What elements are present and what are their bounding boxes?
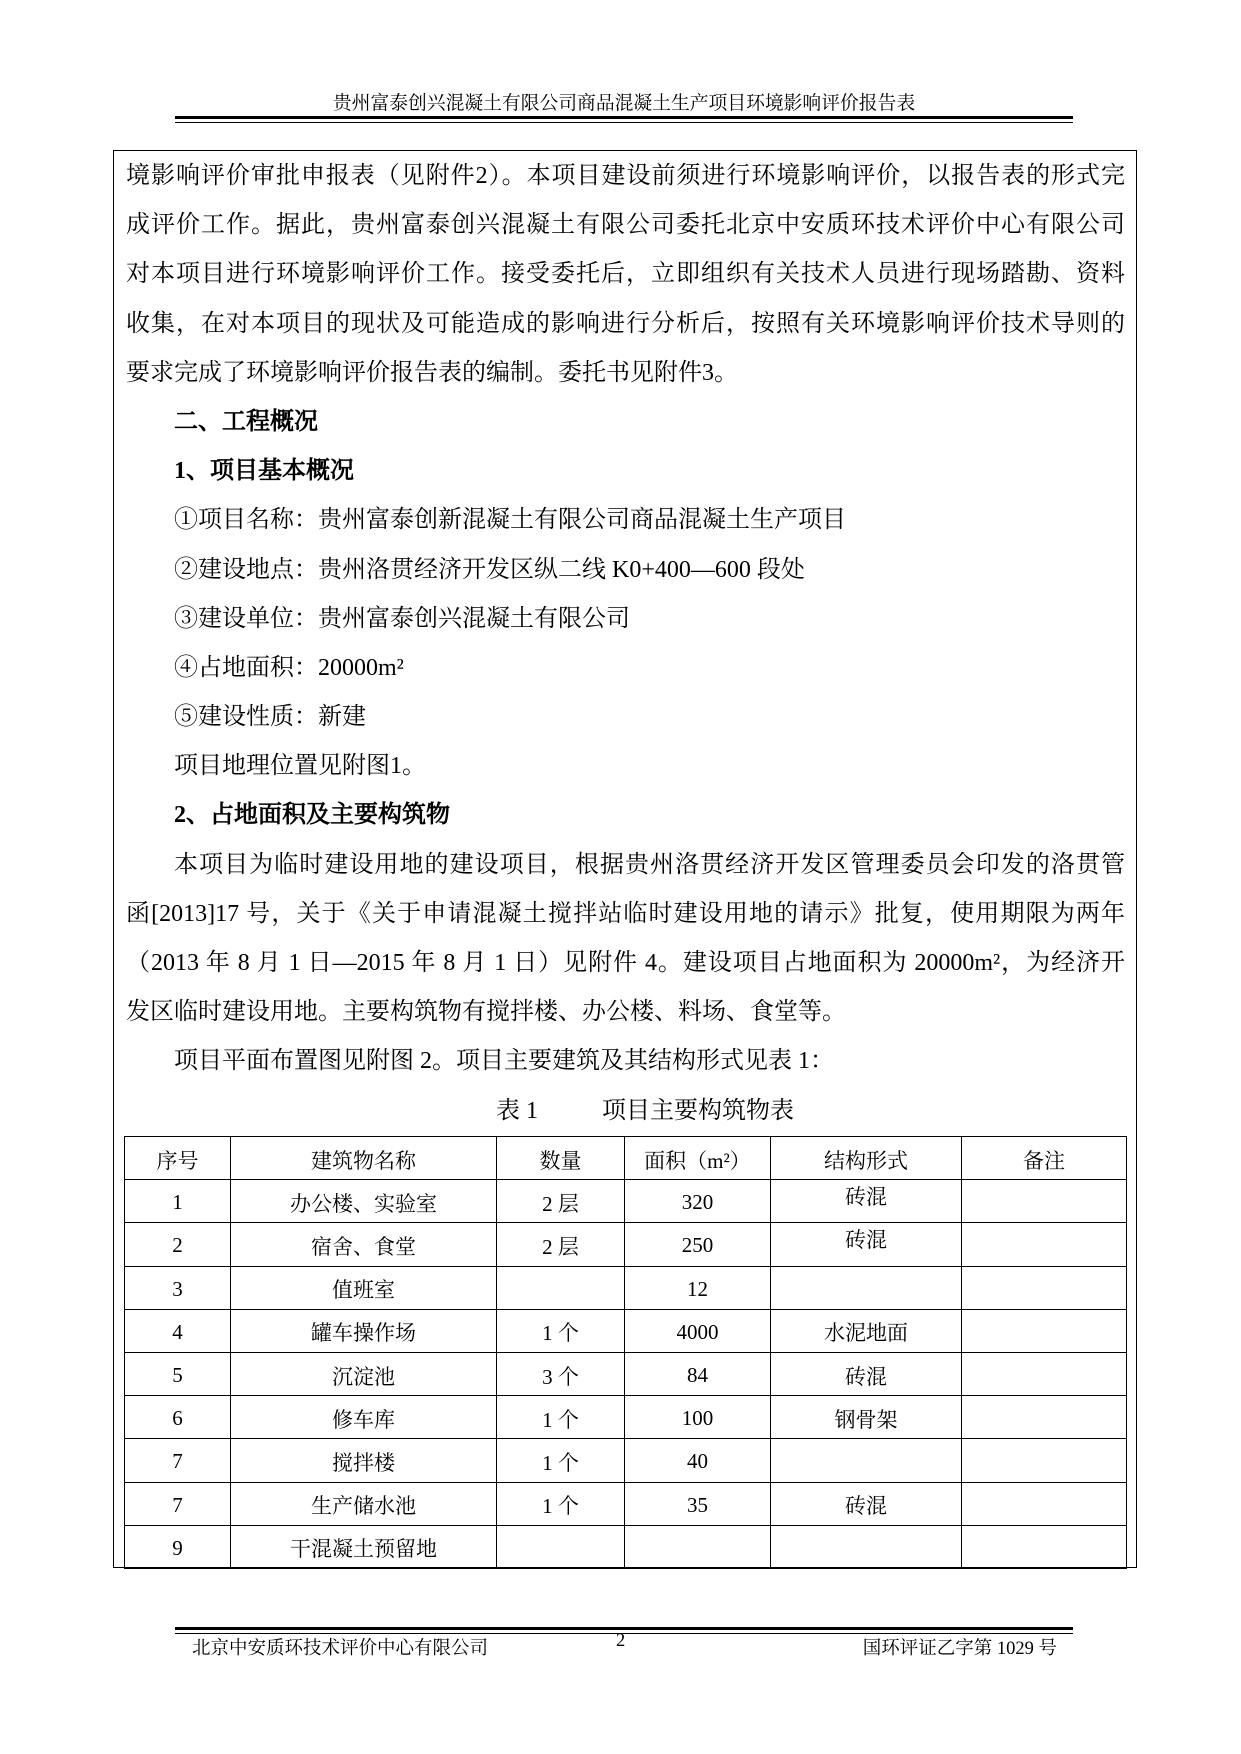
cell-structure: 砖混: [771, 1180, 962, 1223]
cell-building-name: 沉淀池: [231, 1352, 497, 1395]
subsection-heading-basic-info: 1、项目基本概况: [174, 458, 354, 485]
cell-remarks: [962, 1352, 1127, 1395]
cell-quantity: 2 层: [497, 1180, 625, 1223]
cell-building-name: 生产储水池: [231, 1482, 497, 1525]
cell-building-name: 搅拌楼: [231, 1439, 497, 1482]
project-info-item: ④占地面积：20000m²: [174, 654, 404, 681]
subsection-heading-land-structures: 2、占地面积及主要构筑物: [174, 802, 450, 829]
cell-seq: 4: [125, 1309, 231, 1352]
header-structure: 结构形式: [771, 1137, 962, 1180]
table-caption-title: 项目主要构筑物表: [602, 1097, 794, 1124]
page-number: 2: [616, 1631, 626, 1651]
cell-seq: 7: [125, 1439, 231, 1482]
cell-remarks: [962, 1223, 1127, 1266]
cell-remarks: [962, 1180, 1127, 1223]
cell-building-name: 罐车操作场: [231, 1309, 497, 1352]
cell-remarks: [962, 1482, 1127, 1525]
header-seq: 序号: [125, 1137, 231, 1180]
header-quantity: 数量: [497, 1137, 625, 1180]
table-row: [125, 1309, 1127, 1352]
cell-area: 320: [625, 1180, 771, 1223]
cell-area: 40: [625, 1439, 771, 1482]
cell-seq: 3: [125, 1266, 231, 1309]
cell-quantity: 1 个: [497, 1396, 625, 1439]
cell-seq: 6: [125, 1396, 231, 1439]
cell-quantity: 1 个: [497, 1309, 625, 1352]
table-row: [125, 1396, 1127, 1439]
cell-building-name: 值班室: [231, 1266, 497, 1309]
cell-structure: 砖混: [771, 1482, 962, 1525]
section-heading: 二、工程概况: [174, 408, 318, 435]
land-paragraph-line: 本项目为临时建设用地的建设项目，根据贵州洛贯经济开发区管理委员会印发的洛贯管: [174, 851, 1125, 878]
report-header-title: 贵州富泰创兴混凝土有限公司商品混凝土生产项目环境影响评价报告表: [332, 93, 916, 114]
cell-structure: [771, 1266, 962, 1309]
intro-line: 收集，在对本项目的现状及可能造成的影响进行分析后，按照有关环境影响评价技术导则的: [126, 310, 1125, 337]
land-paragraph-line: （2013 年 8 月 1 日—2015 年 8 月 1 日）见附件 4。建设项目占地面积为 20000m²，为经济开: [126, 950, 1125, 976]
header-area: 面积（m²）: [625, 1137, 771, 1180]
cell-building-name: 办公楼、实验室: [231, 1180, 497, 1223]
cell-area: 250: [625, 1223, 771, 1266]
cell-seq: 9: [125, 1525, 231, 1568]
intro-line: 要求完成了环境影响评价报告表的编制。委托书见附件3。: [126, 359, 738, 386]
intro-line: 境影响评价审批申报表（见附件2）。本项目建设前须进行环境影响评价，以报告表的形式完: [126, 163, 1125, 189]
project-info-item: ③建设单位：贵州富泰创兴混凝土有限公司: [174, 605, 630, 632]
cell-quantity: 3 个: [497, 1352, 625, 1395]
footer-certificate-number: 国环评证乙字第 1029 号: [862, 1639, 1057, 1659]
cell-area: 100: [625, 1396, 771, 1439]
intro-line: 对本项目进行环境影响评价工作。接受委托后，立即组织有关技术人员进行现场踏勘、资料: [126, 261, 1125, 288]
table-row: [125, 1439, 1127, 1482]
header-building-name: 建筑物名称: [231, 1137, 497, 1180]
cell-area: 4000: [625, 1309, 771, 1352]
cell-building-name: 修车库: [231, 1396, 497, 1439]
table-caption: [126, 1087, 1125, 1136]
cell-area: [625, 1525, 771, 1568]
location-note: 项目地理位置见附图1。: [174, 753, 426, 780]
cell-quantity: 1 个: [497, 1482, 625, 1525]
project-info-item: ⑤建设性质：新建: [174, 704, 366, 731]
header-double-rule: [175, 116, 1073, 123]
cell-area: 84: [625, 1352, 771, 1395]
cell-quantity: [497, 1266, 625, 1309]
table-row: [125, 1180, 1127, 1223]
table-row: [125, 1525, 1127, 1568]
cell-structure: 钢骨架: [771, 1396, 962, 1439]
cell-area: 35: [625, 1482, 771, 1525]
cell-seq: 7: [125, 1482, 231, 1525]
table-row: [125, 1266, 1127, 1309]
cell-remarks: [962, 1266, 1127, 1309]
cell-area: 12: [625, 1266, 771, 1309]
cell-remarks: [962, 1439, 1127, 1482]
cell-quantity: 2 层: [497, 1223, 625, 1266]
cell-seq: 5: [125, 1352, 231, 1395]
land-paragraph-line: 发区临时建设用地。主要构筑物有搅拌楼、办公楼、料场、食堂等。: [126, 999, 846, 1026]
cell-structure: 砖混: [771, 1352, 962, 1395]
cell-building-name: 干混凝土预留地: [231, 1525, 497, 1568]
project-info-item: ②建设地点：贵州洛贯经济开发区纵二线 K0+400—600 段处: [174, 556, 805, 583]
cell-structure: [771, 1525, 962, 1568]
table-header-row: [125, 1137, 1127, 1180]
cell-seq: 1: [125, 1180, 231, 1223]
structures-table: [124, 1136, 1127, 1569]
cell-remarks: [962, 1525, 1127, 1568]
land-paragraph-line: 函[2013]17 号，关于《关于申请混凝土搅拌站临时建设用地的请示》批复，使用期限为两年: [126, 900, 1125, 927]
intro-line: 成评价工作。据此，贵州富泰创兴混凝土有限公司委托北京中安质环技术评价中心有限公司: [126, 212, 1125, 239]
table-row: [125, 1223, 1127, 1266]
cell-quantity: 1 个: [497, 1439, 625, 1482]
footer-company-name: 北京中安质环技术评价中心有限公司: [192, 1639, 489, 1659]
project-info-item: ①项目名称：贵州富泰创新混凝土有限公司商品混凝土生产项目: [174, 507, 846, 534]
cell-structure: 水泥地面: [771, 1309, 962, 1352]
table-caption-number: 表 1: [496, 1097, 538, 1124]
header-remarks: 备注: [962, 1137, 1127, 1180]
cell-building-name: 宿舍、食堂: [231, 1223, 497, 1266]
cell-remarks: [962, 1309, 1127, 1352]
cell-quantity: [497, 1525, 625, 1568]
cell-remarks: [962, 1396, 1127, 1439]
cell-structure: 砖混: [771, 1223, 962, 1266]
table-row: [125, 1352, 1127, 1395]
table-row: [125, 1482, 1127, 1525]
cell-seq: 2: [125, 1223, 231, 1266]
layout-note: 项目平面布置图见附图 2。项目主要建筑及其结构形式见表 1：: [174, 1048, 834, 1075]
cell-structure: [771, 1439, 962, 1482]
